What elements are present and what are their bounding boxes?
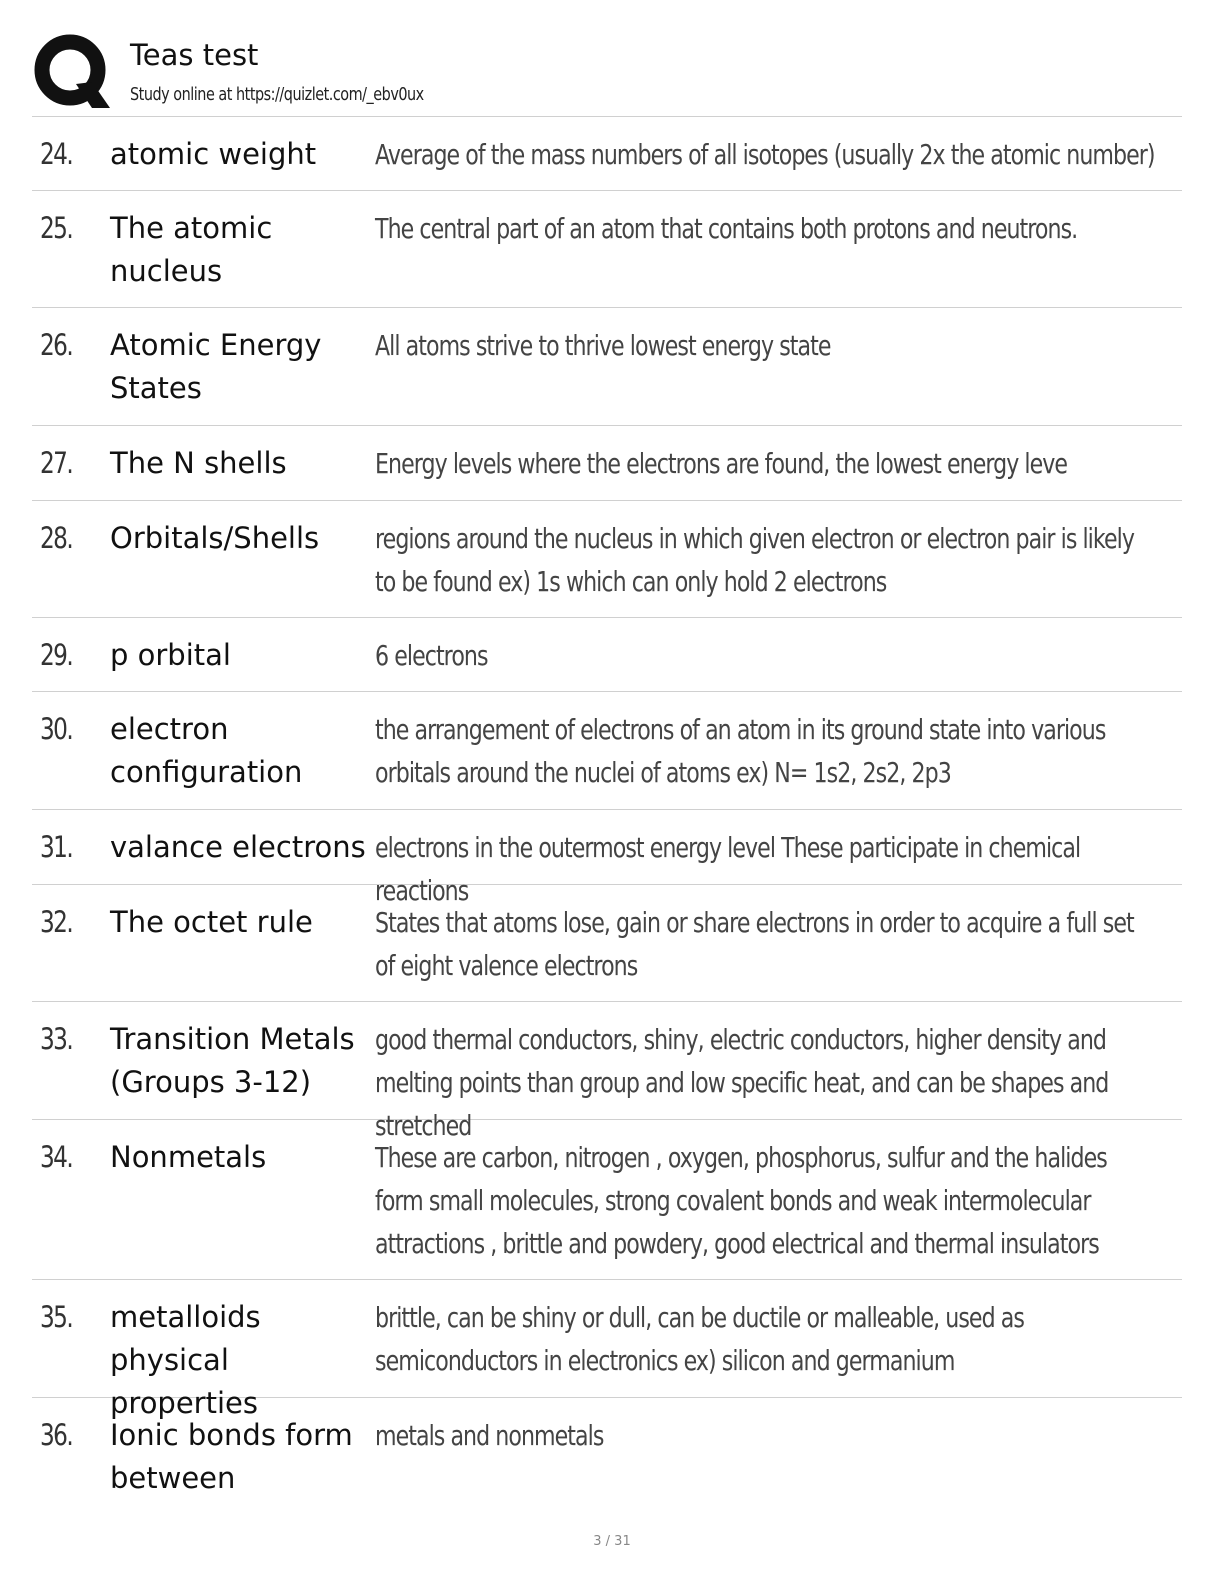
- card-number: 30.: [40, 712, 73, 746]
- card-term: Nonmetals: [110, 1140, 267, 1174]
- flashcard-row: [32, 692, 1182, 810]
- card-definition: good thermal conductors, shiny, electric conductors, higher density and melting points than group and low specific heat, and can be shapes and stretched: [375, 1023, 1109, 1142]
- card-number: 27.: [40, 446, 73, 480]
- card-definition: metals and nonmetals: [375, 1419, 604, 1452]
- card-number: 29.: [40, 638, 73, 672]
- card-number: 34.: [40, 1140, 73, 1174]
- card-number: 26.: [40, 328, 73, 362]
- flashcard-list: [32, 117, 1182, 1518]
- card-definition: These are carbon, nitrogen , oxygen, phosphorus, sulfur and the halides form small molecules, strong covalent bonds and weak intermolecular attractions , brittle and powdery, good electrical and thermal insulators: [375, 1141, 1107, 1260]
- flashcard-row: [32, 117, 1182, 191]
- page-header: [32, 30, 1182, 116]
- flashcard-row: [32, 810, 1182, 907]
- flashcard-row: [32, 1002, 1182, 1142]
- card-term: electron configuration: [110, 712, 303, 789]
- card-definition: 6 electrons: [375, 639, 488, 672]
- card-definition: brittle, can be shiny or dull, can be ductile or malleable, used as semiconductors in electronics ex) silicon and germanium: [375, 1301, 1024, 1377]
- card-definition: States that atoms lose, gain or share electrons in order to acquire a full set of eight valence electrons: [375, 906, 1134, 982]
- flashcard-row: [32, 618, 1182, 692]
- card-number: 24.: [40, 137, 73, 171]
- card-term: atomic weight: [110, 137, 317, 171]
- flashcard-row: [32, 191, 1182, 308]
- card-number: 32.: [40, 905, 73, 939]
- card-number: 25.: [40, 211, 73, 245]
- card-term: valance electrons: [110, 830, 366, 864]
- flashcard-row: [32, 885, 1182, 1002]
- card-term: Transition Metals (Groups 3-12): [110, 1022, 355, 1099]
- card-number: 31.: [40, 830, 73, 864]
- flashcard-row: [32, 308, 1182, 426]
- card-definition: Energy levels where the electrons are found, the lowest energy leve: [375, 447, 1068, 480]
- study-online-link[interactable]: Study online at https://quizlet.com/_ebv0ux: [130, 84, 424, 105]
- card-term: Atomic Energy States: [110, 328, 322, 405]
- card-term: Orbitals/Shells: [110, 521, 320, 555]
- card-definition: electrons in the outermost energy level These participate in chemical reactions: [375, 831, 1081, 907]
- set-title: Teas test: [130, 38, 259, 72]
- quizlet-q-logo-icon: [32, 32, 112, 112]
- card-term: The octet rule: [110, 905, 313, 939]
- flashcard-row: [32, 1120, 1182, 1280]
- flashcard-row: [32, 501, 1182, 618]
- card-number: 28.: [40, 521, 73, 555]
- card-definition: the arrangement of electrons of an atom in its ground state into various orbitals around the nuclei of atoms ex) N= 1s2, 2s2, 2p3: [375, 713, 1106, 789]
- card-number: 33.: [40, 1022, 73, 1056]
- card-definition: Average of the mass numbers of all isotopes (usually 2x the atomic number): [375, 138, 1155, 171]
- card-term: The N shells: [110, 446, 287, 480]
- card-definition: All atoms strive to thrive lowest energy state: [375, 329, 831, 362]
- card-term: p orbital: [110, 638, 231, 672]
- flashcard-row: [32, 1398, 1182, 1518]
- flashcard-row: [32, 1280, 1182, 1420]
- card-number: 36.: [40, 1418, 73, 1452]
- card-definition: The central part of an atom that contains both protons and neutrons.: [375, 212, 1078, 245]
- card-term: metalloids physical properties: [110, 1300, 261, 1420]
- card-definition: regions around the nucleus in which given electron or electron pair is likely to be found ex) 1s which can only hold 2 electrons: [375, 522, 1134, 598]
- flashcard-row: [32, 426, 1182, 501]
- page-number: 3 / 31: [593, 1534, 631, 1549]
- card-term: Ionic bonds form between: [110, 1418, 353, 1495]
- card-number: 35.: [40, 1300, 73, 1334]
- card-term: The atomic nucleus: [110, 211, 273, 288]
